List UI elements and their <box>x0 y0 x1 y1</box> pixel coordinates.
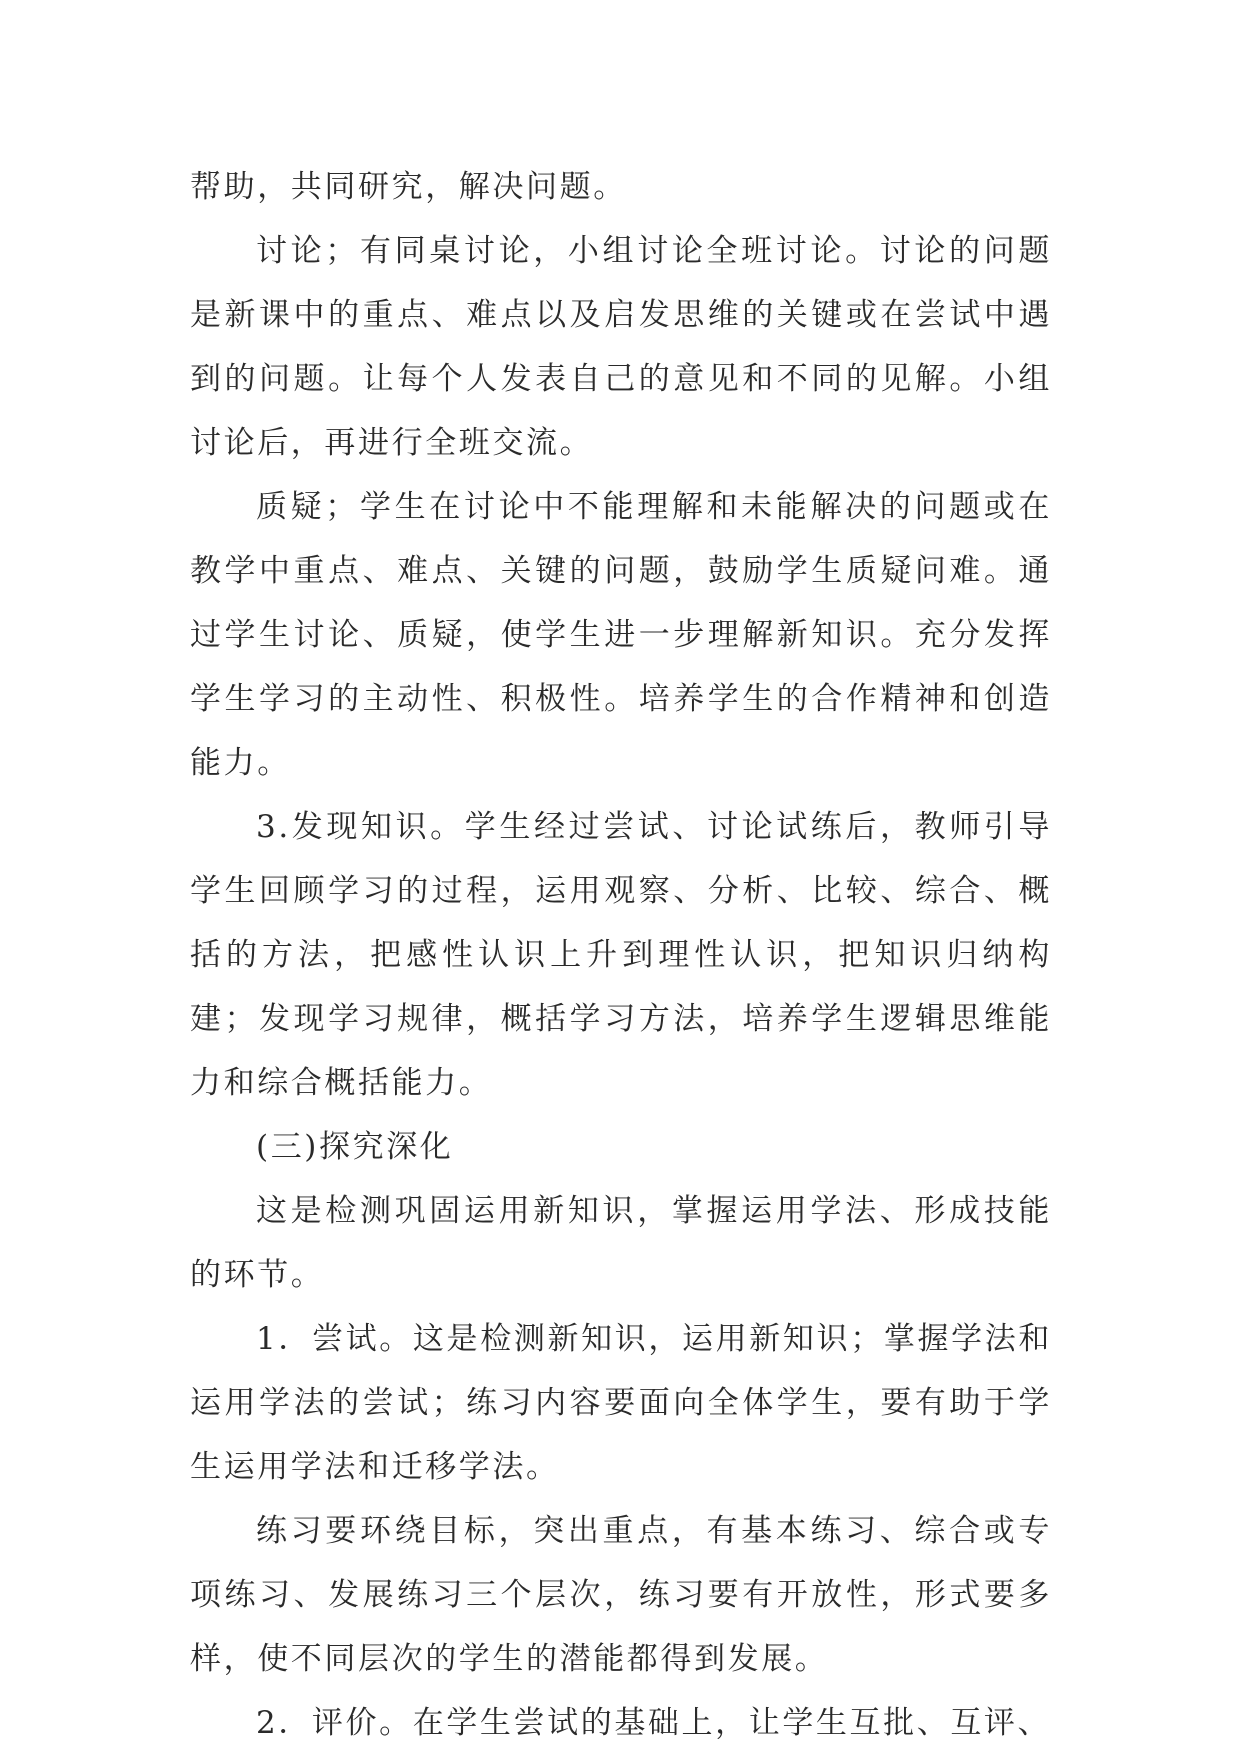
paragraph-6: 这是检测巩固运用新知识，掌握运用学法、形成技能的环节。 <box>190 1193 1052 1293</box>
paragraph-9: 2．评价。在学生尝试的基础上，让学生互批、互评、 <box>256 1705 1052 1741</box>
paragraph-7: 1．尝试。这是检测新知识，运用新知识；掌握学法和运用学法的尝试；练习内容要面向全体学生，要有助于学生运用学法和迁移学法。 <box>190 1321 1052 1485</box>
paragraph-4: 3.发现知识。学生经过尝试、讨论试练后，教师引导学生回顾学习的过程，运用观察、分析、比较、综合、概括的方法，把感性认识上升到理性认识，把知识归纳构建；发现学习规律，概括学习方法，培养学生逻辑思维能力和综合概括能力。 <box>190 809 1052 1101</box>
paragraph-8: 练习要环绕目标，突出重点，有基本练习、综合或专项练习、发展练习三个层次，练习要有开放性，形式要多样，使不同层次的学生的潜能都得到发展。 <box>190 1513 1052 1677</box>
document-body <box>190 155 1052 1755</box>
paragraph-3: 质疑；学生在讨论中不能理解和未能解决的问题或在教学中重点、难点、关键的问题，鼓励学生质疑问难。通过学生讨论、质疑，使学生进一步理解新知识。充分发挥学生学习的主动性、积极性。培养学生的合作精神和创造能力。 <box>190 489 1052 781</box>
paragraph-1: 帮助，共同研究，解决问题。 <box>190 169 627 205</box>
paragraph-2: 讨论；有同桌讨论，小组讨论全班讨论。讨论的问题是新课中的重点、难点以及启发思维的关键或在尝试中遇到的问题。让每个人发表自己的意见和不同的见解。小组讨论后，再进行全班交流。 <box>190 233 1052 461</box>
section-heading: (三)探究深化 <box>256 1129 454 1165</box>
